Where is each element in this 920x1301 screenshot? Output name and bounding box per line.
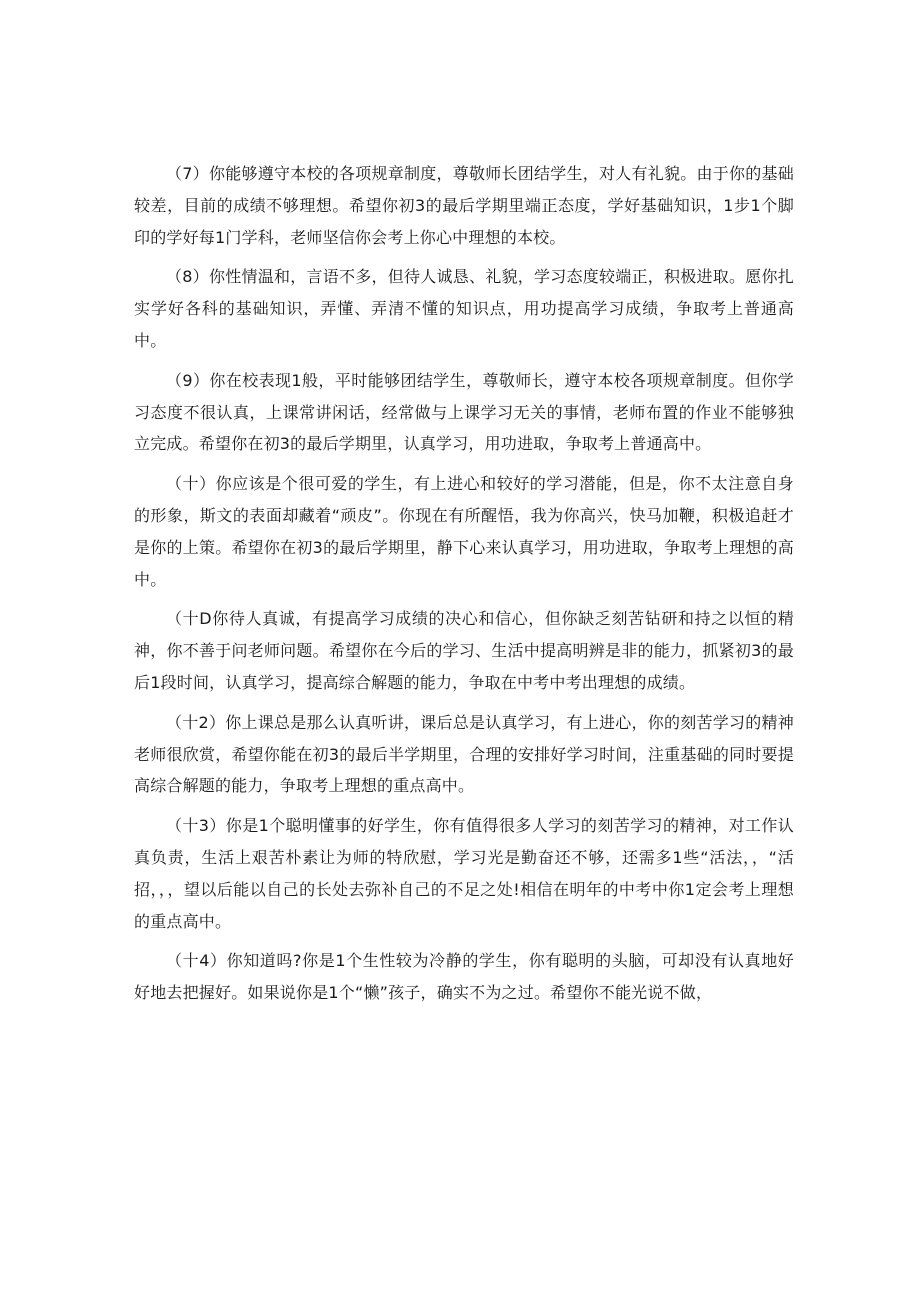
- comment-paragraph-11: （十D你待人真诚，有提高学习成绩的决心和信心，但你缺乏刻苦钻研和持之以恒的精神，你不善于问老师问题。希望你在今后的学习、生活中提高明辨是非的能力，抓紧初3的最后1段时间，认真学习，提高综合解题的能力，争取在中考中考出理想的成绩。: [134, 609, 794, 692]
- document-body: [134, 158, 794, 1017]
- comment-paragraph-13: （十3）你是1个聪明懂事的好学生，你有值得很多人学习的刻苦学习的精神，对工作认真负责，生活上艰苦朴素让为师的特欣慰，学习光是勤奋还不够，还需多1些“活法，，“活招，，，望以后能以自己的长处去弥补自己的不足之处!相信在明年的中考中你1定会考上理想的重点高中。: [134, 816, 794, 931]
- comment-paragraph-8: （8）你性情温和，言语不多，但待人诚恳、礼貌，学习态度较端正，积极进取。愿你扎实学好各科的基础知识，弄懂、弄清不懂的知识点，用功提高学习成绩，争取考上普通高中。: [134, 267, 794, 350]
- comment-paragraph-7: （7）你能够遵守本校的各项规章制度，尊敬师长团结学生，对人有礼貌。由于你的基础较差，目前的成绩不够理想。希望你初3的最后学期里端正态度，学好基础知识，1步1个脚印的学好每1门学科，老师坚信你会考上你心中理想的本校。: [134, 164, 794, 247]
- comment-paragraph-12: （十2）你上课总是那么认真听讲，课后总是认真学习，有上进心，你的刻苦学习的精神老师很欣赏，希望你能在初3的最后半学期里，合理的安排好学习时间，注重基础的同时要提高综合解题的能力，争取考上理想的重点高中。: [134, 712, 794, 796]
- comment-paragraph-10: （十）你应该是个很可爱的学生，有上进心和较好的学习潜能，但是，你不太注意自身的形象，斯文的表面却藏着“顽皮”。你现在有所醒悟，我为你高兴，快马加鞭，积极追赶才是你的上策。希望你在初3的最后学期里，静下心来认真学习，用功进取，争取考上理想的高中。: [134, 474, 794, 589]
- comment-paragraph-9: （9）你在校表现1般，平时能够团结学生，尊敬师长，遵守本校各项规章制度。但你学习态度不很认真，上课常讲闲话，经常做与上课学习无关的事情，老师布置的作业不能够独立完成。希望你在初3的最后学期里，认真学习，用功进取，争取考上普通高中。: [134, 370, 794, 454]
- comment-paragraph-14: （十4）你知道吗?你是1个生性较为冷静的学生，你有聪明的头脑，可却没有认真地好好地去把握好。如果说你是1个“懒”孩子，确实不为之过。希望你不能光说不做，: [134, 951, 794, 1003]
